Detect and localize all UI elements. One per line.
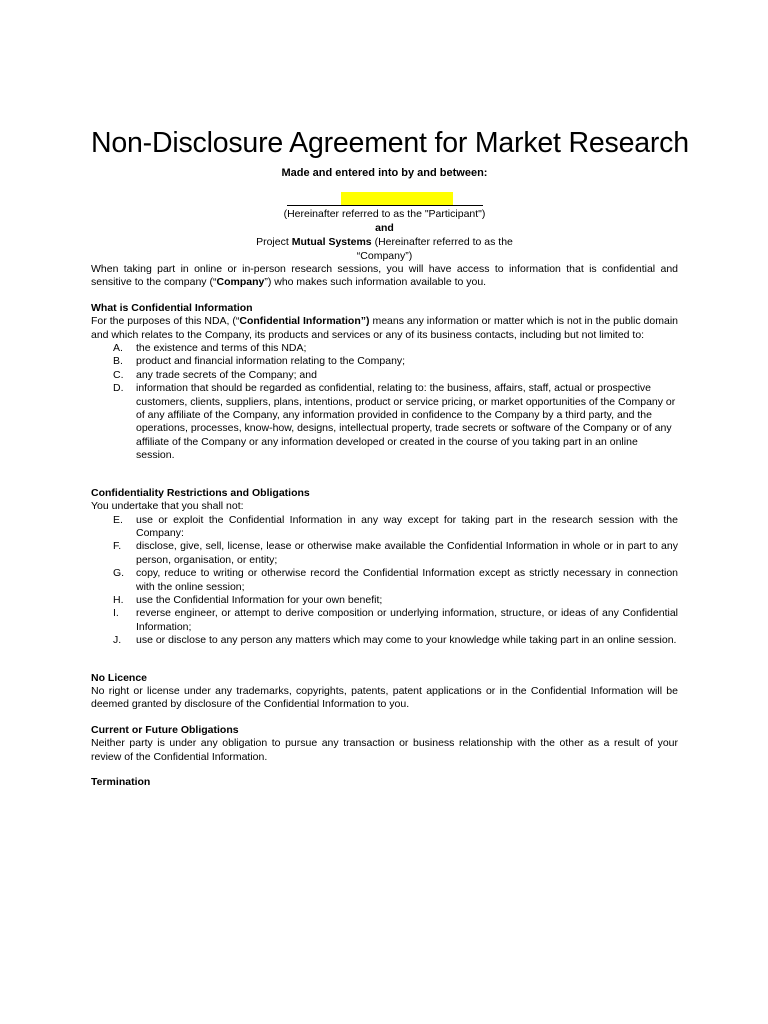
document-title: Non-Disclosure Agreement for Market Research (91, 127, 689, 159)
participant-name-blank (91, 192, 678, 207)
list-item (91, 342, 678, 355)
list-marker: H. (113, 593, 124, 606)
section-heading-termination: Termination (91, 776, 151, 788)
section-heading-no-licence: No Licence (91, 671, 148, 684)
list-marker: A. (113, 342, 123, 355)
project-prefix: Project (256, 236, 292, 248)
list-item-text: information that should be regarded as confidential, relating to: the business, affairs, staff, actual or prospective customers, clients, suppliers, plans, intentions, product or service pricing, or market opportunities of the Company or of any affiliate of the Company, any information provided in confidence to the Company by a third party, and the operations, processes, know-how, designs, intellectual property, trade secrets or software of the Company or of any affiliate of the Company or any information developed or created in the course of you taking part in an online session. (136, 382, 676, 462)
list-item-text: use or disclose to any person any matters which may come to your knowledge while taking part in an online session. (136, 634, 677, 647)
list-item (91, 514, 678, 541)
confidential-information-list (91, 342, 678, 463)
list-item-text: reverse engineer, or attempt to derive composition or underlying information, structure, or ideas of any Confidential Information; (136, 607, 678, 633)
and-word: and (375, 222, 394, 234)
list-marker: G. (113, 567, 125, 580)
list-marker: E. (113, 513, 123, 526)
restrictions-list (91, 514, 678, 648)
list-item-text: disclose, give, sell, license, lease or otherwise make available the Confidential Information in whole or in part to any person, organisation, or entity; (136, 540, 678, 566)
confidential-information-paragraph (91, 315, 678, 342)
project-suffix: (Hereinafter referred to as the (371, 236, 513, 248)
list-item-text: use or exploit the Confidential Information in any way except for taking part in the research session with the Company: (136, 513, 678, 539)
participant-line: (Hereinafter referred to as the "Participant") (283, 208, 486, 220)
highlight-mark (341, 192, 453, 205)
restrictions-lead: You undertake that you shall not: (91, 500, 244, 513)
list-marker: F. (113, 540, 122, 553)
list-item (91, 607, 678, 634)
list-marker: J. (113, 634, 122, 647)
participant-name-field[interactable] (287, 192, 483, 206)
list-item-text: copy, reduce to writing or otherwise record the Confidential Information except as strictly necessary in connection with the online session; (136, 567, 678, 593)
list-item-text: use the Confidential Information for your own benefit; (136, 593, 383, 606)
list-item (91, 540, 678, 567)
list-item (91, 355, 678, 368)
project-line (91, 235, 678, 249)
list-marker: B. (113, 355, 123, 368)
intro-part2: ”) who makes such information available to you. (264, 276, 487, 289)
made-and-entered-line: Made and entered into by and between: (281, 167, 488, 179)
list-item (91, 567, 678, 594)
sec1-bold: Confidential Information”) (239, 315, 370, 328)
intro-company: Company (216, 276, 265, 289)
list-item (91, 369, 678, 382)
list-item (91, 594, 678, 607)
sec1-part2: means any information or matter which is not in the public domain and which relates to the Company, its products and services or any of its business contacts, including but not limited to: (91, 315, 678, 341)
section-heading-future-obligations: Current or Future Obligations (91, 723, 239, 736)
project-name: Mutual Systems (291, 236, 372, 248)
sec1-part1: For the purposes of this NDA, (“ (91, 315, 240, 328)
no-licence-paragraph: No right or license under any trademarks, copyrights, patents, patent applications or in the Confidential Information will be deemed granted by disclosure of the Confidential Information to you. (91, 684, 678, 711)
section-heading-restrictions: Confidentiality Restrictions and Obligations (91, 486, 310, 499)
list-marker: I. (113, 607, 119, 620)
intro-part1: When taking part in online or in-person research sessions, you will have access to information that is confidential and sensitive to the company (“ (91, 263, 678, 289)
list-item-text: the existence and terms of this NDA; (136, 342, 307, 355)
list-marker: D. (113, 382, 124, 395)
list-item-text: product and financial information relating to the Company; (136, 355, 406, 368)
list-item (91, 634, 678, 647)
list-item-text: any trade secrets of the Company; and (136, 368, 317, 381)
list-item (91, 382, 678, 462)
section-heading-confidential-information: What is Confidential Information (91, 301, 253, 314)
future-obligations-paragraph: Neither party is under any obligation to pursue any transaction or business relationship with the other as a result of your review of the Confidential Information. (91, 737, 678, 763)
company-quote-line: “Company”) (356, 250, 413, 262)
list-marker: C. (113, 368, 124, 381)
intro-paragraph (91, 263, 678, 290)
